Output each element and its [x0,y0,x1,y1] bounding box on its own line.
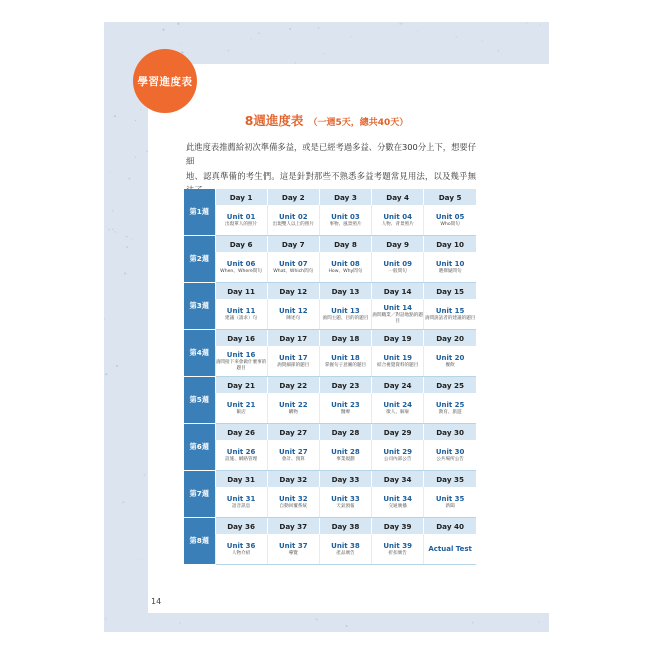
unit-name: Unit 04 [383,212,412,221]
unit-cell [267,205,319,236]
background-dot [112,229,113,230]
unit-name: Unit 20 [435,353,465,362]
unit-topic: 教育、旅遊 [438,409,462,415]
unit-topic: 公共場所公告 [436,456,464,462]
unit-topic: 導覽 [288,550,298,556]
day-header: Day 35 [424,471,476,488]
unit-topic: Who問句 [440,221,460,227]
unit-cell [424,299,476,330]
week-label: 第5週 [184,377,215,424]
unit-cell [215,393,267,424]
unit-topic: 天氣預報 [336,503,355,509]
unit-name: Unit 36 [226,541,256,550]
unit-name: Unit 31 [226,494,256,503]
unit-topic: 事業規劃 [336,456,355,462]
unit-name: Unit 13 [331,306,360,315]
unit-name: Unit 27 [278,447,308,456]
unit-cell [319,487,371,518]
background-dot [399,23,401,25]
background-dot [143,474,145,476]
background-dot [135,157,136,158]
background-dot [112,210,114,212]
unit-topic: 會計、預算 [281,456,305,462]
unit-cell [319,346,371,377]
unit-topic: 交通廣播 [388,503,407,509]
unit-topic: 產品廣告 [336,550,355,556]
day-header: Day 18 [319,330,371,347]
unit-topic: 語音訊息 [231,503,251,509]
unit-name: Actual Test [428,544,472,553]
day-header: Day 32 [267,471,319,488]
section-badge: 學習進度表 [133,49,197,113]
schedule-table [184,189,476,565]
unit-name: Unit 37 [278,541,308,550]
week-label: 第1週 [184,189,215,236]
unit-name: Unit 17 [278,353,308,362]
unit-topic: 人物介紹 [231,550,251,556]
unit-name: Unit 07 [278,259,308,268]
day-header: Day 36 [215,518,267,535]
week-label: 第7週 [184,471,215,518]
day-header: Day 1 [215,189,267,205]
day-header: Day 20 [424,330,476,347]
unit-topic: 一般問句 [388,268,407,274]
unit-name: Unit 18 [331,353,360,362]
unit-cell [267,487,319,518]
day-header: Day 40 [424,518,476,535]
background-dot [116,365,118,367]
day-header: Day 22 [267,377,319,394]
unit-name: Unit 08 [331,259,360,268]
unit-cell [372,346,424,377]
background-dot [455,36,457,38]
background-dot [179,44,180,45]
title-main: 8週進度表 [244,113,304,128]
unit-row [184,252,476,283]
unit-topic: 選擇疑問句 [438,268,462,274]
day-header-row [184,283,476,300]
unit-cell [267,393,319,424]
day-header: Day 27 [267,424,319,441]
unit-name: Unit 16 [226,350,256,359]
unit-row [184,346,476,377]
background-dot [104,318,105,320]
unit-name: Unit 26 [226,447,256,456]
background-dot [318,27,319,28]
page-number: 14 [151,597,162,606]
unit-row [184,487,476,518]
day-header: Day 12 [267,283,319,300]
unit-topic: 詢問主題、目的的題目 [322,315,369,321]
unit-cell [267,440,319,471]
page-title [104,110,549,129]
day-header-row [184,236,476,253]
unit-name: Unit 15 [435,306,465,315]
unit-name: Unit 05 [435,212,465,221]
day-header: Day 16 [215,330,267,347]
day-header: Day 7 [267,236,319,253]
day-header: Day 3 [319,189,371,205]
unit-topic: 出現雙人以上的照片 [272,221,314,227]
unit-name: Unit 01 [226,212,256,221]
background-dot [539,25,540,26]
unit-cell [215,346,267,377]
background-dot [177,23,179,25]
unit-cell [372,205,424,236]
unit-topic: 人物、背景照片 [381,221,414,227]
unit-name: Unit 14 [383,303,412,312]
unit-cell [215,487,267,518]
title-subtitle: （一週5天，總共40天） [308,118,409,128]
background-dot [395,26,396,27]
day-header: Day 17 [267,330,319,347]
unit-cell [215,534,267,565]
unit-topic: 陳述句 [286,315,301,321]
day-header: Day 4 [372,189,424,205]
unit-name: Unit 28 [331,447,360,456]
week-label: 第4週 [184,330,215,377]
unit-topic: 自動回覆系統 [279,503,308,509]
unit-row [184,393,476,424]
day-header: Day 9 [372,236,424,253]
unit-row [184,299,476,330]
day-header: Day 38 [319,518,371,535]
unit-cell [372,393,424,424]
unit-name: Unit 10 [435,259,465,268]
background-dot [234,631,235,632]
background-dot [472,621,474,623]
day-header: Day 5 [424,189,476,205]
unit-cell [267,252,319,283]
unit-cell [215,299,267,330]
background-dot [350,36,351,37]
background-dot [128,178,130,180]
unit-topic: How、Why問句 [328,268,363,274]
week-label: 第8週 [184,518,215,565]
week-label: 第3週 [184,283,215,330]
book-page [104,22,549,632]
unit-cell [372,299,424,330]
unit-cell [424,440,476,471]
day-header: Day 37 [267,518,319,535]
day-header: Day 21 [215,377,267,394]
day-header: Day 23 [319,377,371,394]
unit-name: Unit 34 [383,494,412,503]
day-header: Day 31 [215,471,267,488]
day-header: Day 33 [319,471,371,488]
background-dot [497,50,499,52]
unit-name: Unit 02 [278,212,308,221]
background-dot [401,23,402,24]
unit-topic: 掌握句子意圖的題目 [324,362,367,368]
unit-topic: 出現單人的照片 [225,221,258,227]
unit-cell [215,205,267,236]
day-header-row [184,518,476,535]
unit-cell [372,252,424,283]
unit-cell [215,440,267,471]
background-dot [108,229,110,231]
intro-line: 地、認真準備的考生們。這是針對那些不熟悉多益考題常見用法，以及幾乎無 [186,170,476,181]
unit-cell [267,299,319,330]
unit-name: Unit 03 [331,212,360,221]
unit-topic: 詢問細節的題目 [277,362,310,368]
day-header: Day 2 [267,189,319,205]
unit-topic: 事物、風景照片 [329,221,362,227]
day-header-row [184,377,476,394]
unit-name: Unit 11 [226,306,256,315]
day-header: Day 39 [372,518,424,535]
unit-name: Unit 24 [383,400,412,409]
background-dot [126,246,128,248]
unit-topic: 餐飲 [445,362,455,368]
unit-name: Unit 19 [383,353,412,362]
unit-name: Unit 29 [383,447,412,456]
unit-cell [424,534,476,565]
week-label: 第6週 [184,424,215,471]
day-header-row [184,424,476,441]
unit-row [184,534,476,565]
unit-name: Unit 23 [331,400,360,409]
unit-name: Unit 39 [383,541,412,550]
day-header: Day 26 [215,424,267,441]
unit-cell [319,205,371,236]
day-header-row [184,330,476,347]
day-header-row [184,471,476,488]
unit-topic: 折扣廣告 [388,550,407,556]
unit-cell [319,393,371,424]
unit-topic: 飯店 [236,409,246,415]
day-header: Day 24 [372,377,424,394]
background-dot [289,28,291,30]
unit-topic: What、Which問句 [273,268,314,274]
background-dot [251,38,252,39]
unit-cell [267,534,319,565]
background-dot [122,501,124,503]
unit-cell [424,205,476,236]
day-header: Day 28 [319,424,371,441]
unit-cell [424,393,476,424]
unit-cell [319,252,371,283]
unit-name: Unit 25 [435,400,465,409]
unit-cell [372,487,424,518]
background-dot [258,33,259,34]
background-dot [526,22,527,23]
background-dot [417,30,418,31]
background-dot [126,236,127,237]
unit-cell [267,346,319,377]
day-header: Day 29 [372,424,424,441]
unit-cell [372,440,424,471]
intro-line: 此進度表推薦給初次準備多益，或是已經考過多益、分數在300分上下，想要仔細 [186,142,476,167]
background-dot [138,559,139,560]
background-dot [179,622,181,624]
unit-topic: 詢問職業／對話地點的題目 [372,312,423,324]
unit-cell [372,534,424,565]
background-dot [124,273,126,275]
background-dot [162,29,164,31]
unit-topic: 醫療 [340,409,351,415]
unit-cell [215,252,267,283]
unit-topic: 詢問接下來會做什麼事的題目 [215,359,267,371]
unit-cell [319,534,371,565]
background-dot [538,621,539,622]
day-header: Day 6 [215,236,267,253]
day-header: Day 14 [372,283,424,300]
background-dot [105,618,107,620]
day-header: Day 13 [319,283,371,300]
background-dot [227,49,229,51]
unit-topic: 公司內部公告 [383,456,412,462]
unit-cell [424,487,476,518]
week-label: 第2週 [184,236,215,283]
unit-topic: 建議（請求）句 [225,315,258,321]
unit-name: Unit 32 [278,494,308,503]
day-header: Day 30 [424,424,476,441]
unit-topic: 新聞 [445,503,455,509]
unit-row [184,440,476,471]
unit-name: Unit 30 [435,447,465,456]
unit-name: Unit 35 [435,494,465,503]
unit-name: Unit 21 [226,400,256,409]
background-dot [132,238,133,239]
unit-name: Unit 09 [383,259,412,268]
day-header: Day 15 [424,283,476,300]
unit-cell [319,440,371,471]
unit-name: Unit 06 [226,259,256,268]
unit-name: Unit 33 [331,494,360,503]
unit-name: Unit 38 [331,541,360,550]
unit-topic: 結合視覺資料的題目 [376,362,419,368]
unit-topic: 徵人、解雇 [386,409,410,415]
background-dot [114,231,116,233]
day-header: Day 8 [319,236,371,253]
unit-topic: 購物 [288,409,298,415]
unit-name: Unit 22 [278,400,308,409]
unit-cell [319,299,371,330]
unit-cell [424,252,476,283]
day-header: Day 34 [372,471,424,488]
unit-cell [424,346,476,377]
background-dot [482,40,483,41]
day-header: Day 25 [424,377,476,394]
unit-topic: When、Where問句 [220,268,263,274]
background-dot [323,53,324,54]
unit-name: Unit 12 [278,306,308,315]
background-dot [316,618,318,620]
unit-topic: 設施、網路管理 [225,456,258,462]
background-dot [346,625,348,627]
day-header: Day 10 [424,236,476,253]
background-dot [105,373,107,375]
unit-topic: 詢問說話者的建議的題目 [424,315,476,321]
day-header: Day 11 [215,283,267,300]
day-header: Day 19 [372,330,424,347]
unit-row [184,205,476,236]
background-dot [109,171,110,172]
day-header-row [184,189,476,205]
